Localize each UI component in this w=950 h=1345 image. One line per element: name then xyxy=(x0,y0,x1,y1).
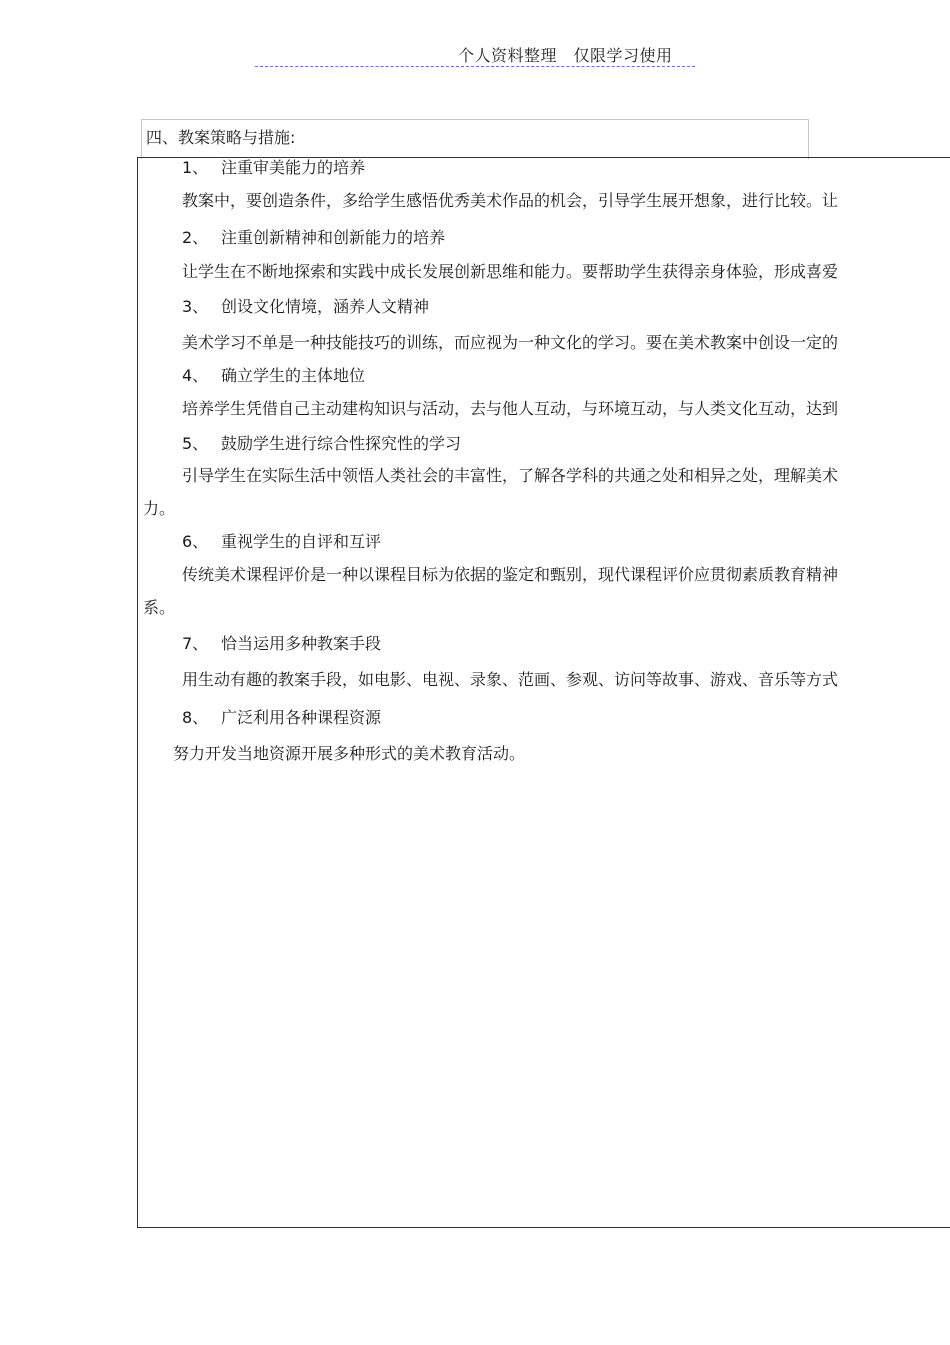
item-heading xyxy=(182,529,381,552)
header-text: 个人资料整理 仅限学习使用 xyxy=(458,46,673,65)
item-title: 广泛利用各种课程资源 xyxy=(221,708,382,727)
item-heading xyxy=(182,294,429,317)
item-title: 重视学生的自评和互评 xyxy=(221,532,382,551)
item-number: 6、 xyxy=(182,532,209,551)
item-body: 用生动有趣的教案手段，如电影、电视、录象、范画、参观、访问等故事、游戏、音乐等方式 xyxy=(182,670,839,689)
item-body: 美术学习不单是一种技能技巧的训练，而应视为一种文化的学习。要在美术教案中创设一定的 xyxy=(182,333,839,352)
item-title: 恰当运用多种教案手段 xyxy=(221,634,382,653)
item-body: 教案中，要创造条件，多给学生感悟优秀美术作品的机会，引导学生展开想象，进行比较。让 xyxy=(182,191,839,210)
item-heading xyxy=(182,225,445,248)
item-title: 确立学生的主体地位 xyxy=(221,366,366,385)
item-heading xyxy=(182,631,381,654)
item-body: 传统美术课程评价是一种以课程目标为依据的鉴定和甄别，现代课程评价应贯彻素质教育精神 xyxy=(182,565,839,584)
section-title-cell xyxy=(141,119,809,159)
item-body: 努力开发当地资源开展多种形式的美术教育活动。 xyxy=(173,744,526,763)
item-number: 4、 xyxy=(182,366,209,385)
item-body-continuation: 系。 xyxy=(143,598,176,617)
item-title: 注重审美能力的培养 xyxy=(221,158,366,177)
item-heading xyxy=(182,155,365,178)
item-number: 2、 xyxy=(182,228,209,247)
item-body: 引导学生在实际生活中领悟人类社会的丰富性，了解各学科的共通之处和相异之处，理解美术 xyxy=(182,466,839,485)
item-body: 培养学生凭借自己主动建构知识与活动，去与他人互动，与环境互动，与人类文化互动，达到 xyxy=(182,399,839,418)
content-cell xyxy=(137,157,950,1228)
item-title: 鼓励学生进行综合性探究性的学习 xyxy=(221,434,462,453)
item-number: 8、 xyxy=(182,708,209,727)
item-number: 1、 xyxy=(182,158,209,177)
item-heading xyxy=(182,705,381,728)
item-number: 3、 xyxy=(182,297,209,316)
item-body-continuation: 力。 xyxy=(143,499,176,518)
item-number: 7、 xyxy=(182,634,209,653)
page-header xyxy=(255,41,695,67)
section-title: 四、教案策略与措施: xyxy=(146,128,296,147)
item-title: 创设文化情境，涵养人文精神 xyxy=(221,297,430,316)
item-title: 注重创新精神和创新能力的培养 xyxy=(221,228,446,247)
item-body: 让学生在不断地探索和实践中成长发展创新思维和能力。要帮助学生获得亲身体验，形成喜爱 xyxy=(182,262,839,281)
item-number: 5、 xyxy=(182,434,209,453)
item-heading xyxy=(182,431,461,454)
item-heading xyxy=(182,363,365,386)
